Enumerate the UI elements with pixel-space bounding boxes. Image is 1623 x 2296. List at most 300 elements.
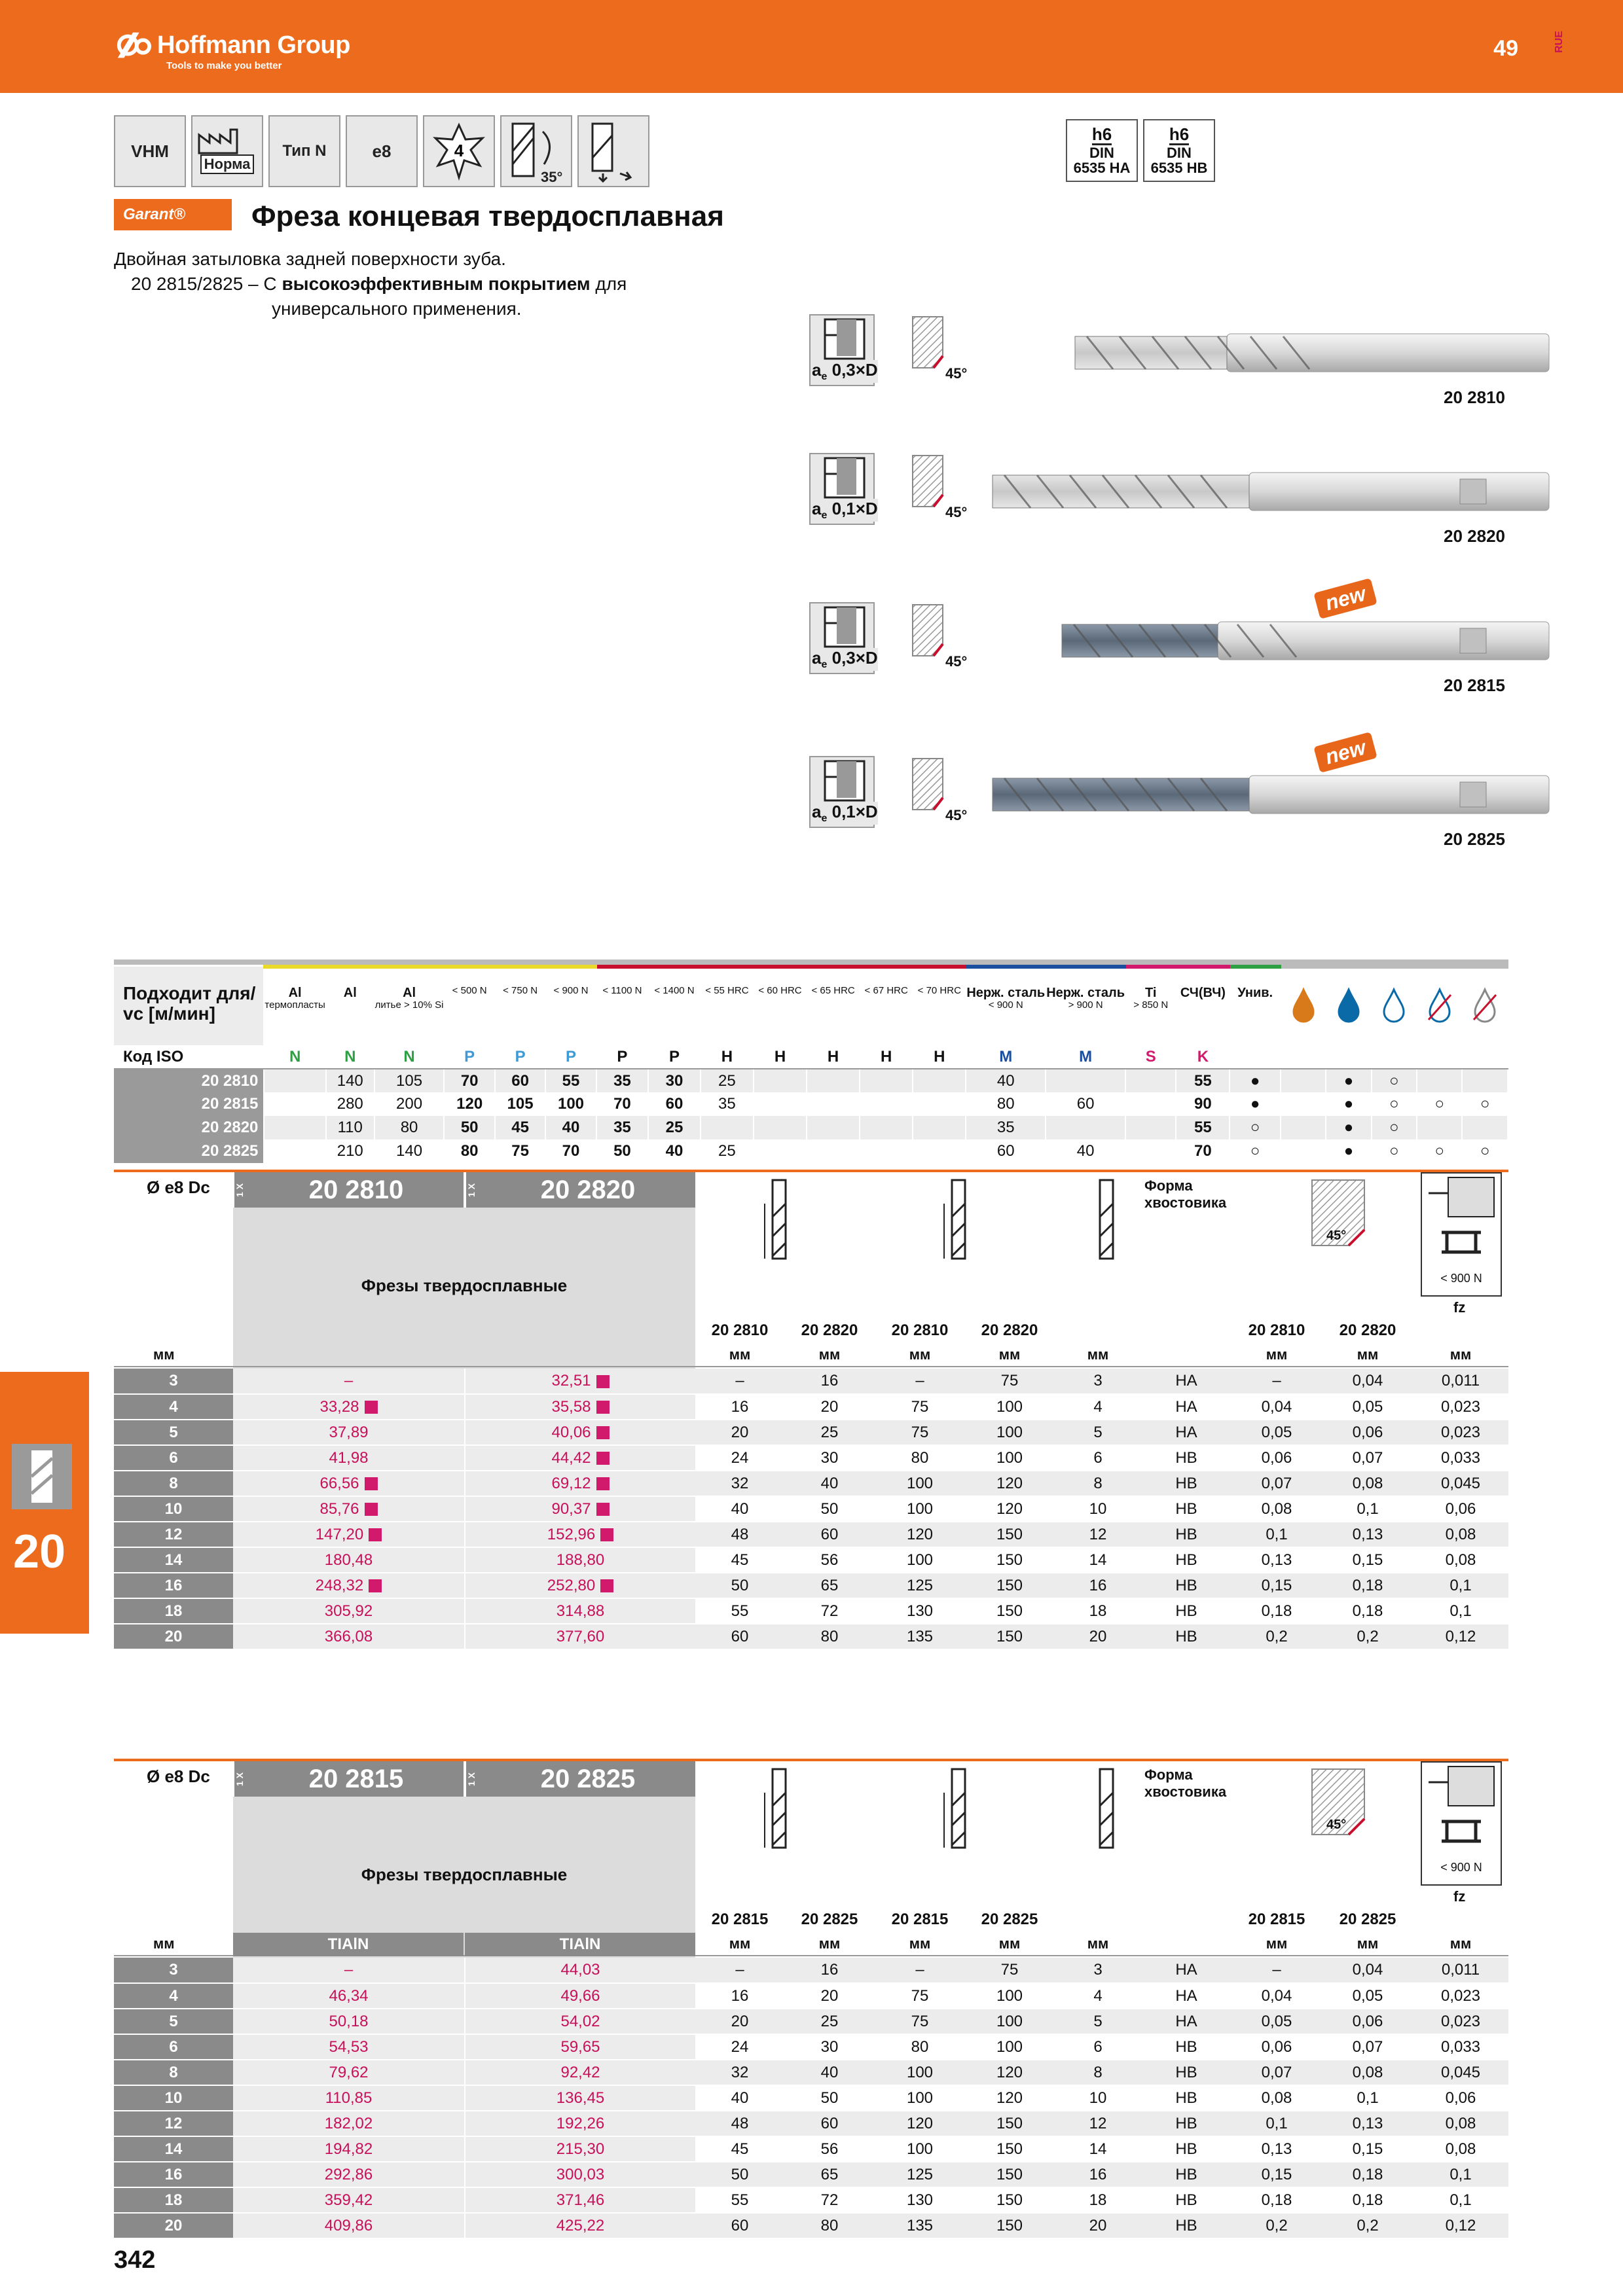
price-cell-b[interactable] [465, 1394, 695, 1420]
material-name: Al [288, 986, 302, 1000]
price-cell-a[interactable] [233, 1522, 465, 1547]
lb-cell: 120 [965, 1496, 1054, 1522]
ds-cell: 20 [1054, 1624, 1142, 1649]
price-value: 59,65 [560, 2037, 600, 2056]
form-cell: HB [1142, 2136, 1231, 2162]
coolant-suitability: ● [1326, 1139, 1371, 1163]
table1.col_symbols.1 [926, 1177, 991, 1289]
cutting-speed-value [860, 1139, 913, 1163]
bb-cell: 0,18 [1322, 1573, 1413, 1598]
material-column-header [326, 967, 374, 1045]
price-cell-a[interactable] [233, 2187, 465, 2213]
la-cell: 75 [875, 1394, 965, 1420]
price-cell-a[interactable] [233, 2136, 465, 2162]
bb-cell: 0,18 [1322, 2187, 1413, 2213]
diameter-cell: 4 [114, 1983, 233, 2009]
ae-sub: e [821, 371, 828, 383]
coolant-suitability [1281, 1139, 1326, 1163]
coolant-suitability [1281, 1069, 1326, 1092]
cutting-speed-value [1125, 1092, 1176, 1116]
ae-value: 0,3×D [831, 360, 878, 380]
iso-code: N [374, 1045, 445, 1069]
price-cell-b[interactable] [465, 2034, 695, 2060]
fz-cell: 0,08 [1413, 2111, 1508, 2136]
cutting-speed-value: 210 [326, 1139, 374, 1163]
emulsion-drop-icon [1332, 986, 1365, 1025]
unit-label: мм [1450, 1346, 1472, 1363]
l3b-cell: 72 [784, 2187, 875, 2213]
shank-diameter-icon [1087, 1767, 1126, 1878]
iso-label: Код ISO [114, 1045, 264, 1069]
price-cell-b[interactable] [465, 2187, 695, 2213]
chamfer-angle: 45° [1326, 1229, 1347, 1243]
coolant-suitability [1417, 1116, 1462, 1139]
diameter-cell: 3 [114, 1958, 233, 1983]
dimension-row[interactable] [114, 1471, 1508, 1496]
price-value: 305,92 [324, 1602, 373, 1620]
bb-cell: 0,06 [1322, 2009, 1413, 2034]
price-value: 44,42 [551, 1448, 591, 1467]
price-cell-a[interactable] [233, 1598, 465, 1624]
dimension-row[interactable] [114, 2060, 1508, 2085]
material-strength: > 900 N [1068, 999, 1103, 1011]
material-name: Унив. [1237, 986, 1273, 1000]
lb-cell: 150 [965, 2136, 1054, 2162]
material-row-code: 20 2815 [114, 1092, 264, 1116]
pictogram-standard [191, 115, 263, 187]
price-value: 425,22 [556, 2216, 605, 2234]
price-cell-b[interactable] [465, 1445, 695, 1471]
cutting-speed-value [807, 1092, 860, 1116]
form-cell: HB [1142, 1445, 1231, 1471]
form-cell: HB [1142, 2187, 1231, 2213]
dimension-rows [114, 1369, 1508, 1650]
fz-cell: 0,08 [1413, 1547, 1508, 1573]
ae-value: 0,1×D [831, 499, 878, 518]
l3b-cell: 16 [784, 1958, 875, 1983]
price-cell-b[interactable] [465, 2162, 695, 2187]
l3a-cell: – [695, 1958, 784, 1983]
l3b-cell: 60 [784, 2111, 875, 2136]
price-cell-a[interactable] [233, 1547, 465, 1573]
price-cell-a[interactable] [233, 2034, 465, 2060]
coolant-suitability: ○ [1372, 1092, 1417, 1116]
price-cell-a[interactable] [233, 2085, 465, 2111]
la-cell: 75 [875, 1983, 965, 2009]
form-cell: HB [1142, 1522, 1231, 1547]
price-cell-a[interactable] [233, 1369, 465, 1394]
price-cell-b[interactable] [465, 1958, 695, 1983]
price-cell-b[interactable] [465, 1983, 695, 2009]
cutting-speed-value [1046, 1116, 1125, 1139]
price-value: 136,45 [556, 2089, 605, 2107]
price-cell-b[interactable] [465, 1496, 695, 1522]
cutting-speed-value: 80 [444, 1139, 494, 1163]
price-cell-b[interactable] [465, 2213, 695, 2238]
lb-cell: 150 [965, 1547, 1054, 1573]
dimension-row[interactable] [114, 1522, 1508, 1547]
material-row[interactable] [114, 1069, 1508, 1092]
ds-cell: 3 [1054, 1369, 1142, 1394]
la-cell: 125 [875, 1573, 965, 1598]
price-value: 46,34 [329, 1986, 369, 2005]
price-cell-b[interactable] [465, 2060, 695, 2085]
page-number: 342 [114, 2246, 156, 2274]
shank-form: 6535 HB [1150, 160, 1208, 177]
lb-cell: 120 [965, 1471, 1054, 1496]
dimension-row[interactable] [114, 1394, 1508, 1420]
l3b-cell: 56 [784, 2136, 875, 2162]
price-cell-a[interactable] [233, 2213, 465, 2238]
cutting-speed-value [913, 1139, 966, 1163]
cutting-speed-value: 25 [648, 1116, 701, 1139]
cutting-speed-value: 140 [326, 1069, 374, 1092]
form-cell: HA [1142, 1369, 1231, 1394]
material-column-header [648, 967, 701, 1045]
cutting-speed-value: ○ [1230, 1116, 1281, 1139]
ds-cell: 18 [1054, 1598, 1142, 1624]
cutting-speed-value: 40 [545, 1116, 596, 1139]
dimension-row[interactable] [114, 2213, 1508, 2238]
price-cell-b[interactable] [465, 1471, 695, 1496]
ds-cell: 16 [1054, 1573, 1142, 1598]
variant-code: 20 2810 [1444, 387, 1505, 407]
price-value: 359,42 [324, 2191, 373, 2209]
price-cell-a[interactable] [233, 1983, 465, 2009]
material-strength: < 750 N [503, 985, 538, 996]
price-cell-a[interactable] [233, 2111, 465, 2136]
bb-cell: 0,05 [1322, 1983, 1413, 2009]
materials-header-row [114, 967, 1508, 1045]
fz-label: fz [1453, 1299, 1466, 1316]
material-column-header [1230, 967, 1281, 1045]
l3a-cell: 48 [695, 2111, 784, 2136]
desc-codes: 20 2815/2825 – [131, 274, 259, 294]
material-strength: < 60 HRC [758, 985, 802, 996]
price-cell-b[interactable] [465, 2085, 695, 2111]
price-value: 50,18 [329, 2012, 369, 2030]
cutting-speed-value: 40 [648, 1139, 701, 1163]
ba-cell: 0,08 [1231, 2085, 1322, 2111]
price-value: – [344, 1961, 354, 1979]
dimension-row[interactable] [114, 1420, 1508, 1445]
product-code: 20 2810 [308, 1175, 404, 1204]
price-value: 371,46 [556, 2191, 605, 2209]
ba-cell: 0,13 [1231, 2136, 1322, 2162]
materials-header-label [114, 967, 264, 1045]
dimension-row[interactable] [114, 2136, 1508, 2162]
material-row[interactable] [114, 1139, 1508, 1163]
iso-code: K [1176, 1045, 1230, 1069]
product-group-label: Фрезы твердосплавные [361, 1276, 568, 1295]
unit-label: мм [1357, 1935, 1379, 1952]
price-cell-a[interactable] [233, 1573, 465, 1598]
form-cell: HB [1142, 2060, 1231, 2085]
iso-code: M [966, 1045, 1046, 1069]
cutting-speed-value: 35 [701, 1092, 754, 1116]
price-cell-a[interactable] [233, 2162, 465, 2187]
table2.col_symbols.1 [926, 1767, 991, 1878]
price-value: 180,48 [324, 1551, 373, 1569]
l3a-cell: 55 [695, 2187, 784, 2213]
price-cell-a[interactable] [233, 1420, 465, 1445]
lb-cell: 120 [965, 2060, 1054, 2085]
diameter-cell: 16 [114, 1573, 233, 1598]
dimension-row[interactable] [114, 2034, 1508, 2060]
material-name: СЧ(ВЧ) [1180, 986, 1226, 1000]
chapter-tab[interactable] [0, 1372, 89, 1634]
iso-code: N [326, 1045, 374, 1069]
l3a-cell: 60 [695, 1624, 784, 1649]
end-mill-image [1061, 619, 1552, 662]
dimension-row[interactable] [114, 2162, 1508, 2187]
material-column-header [495, 967, 545, 1045]
material-column-header [444, 967, 494, 1045]
coolant-suitability: ● [1326, 1116, 1371, 1139]
material-strength: < 500 N [452, 985, 487, 996]
l3a-cell: 32 [695, 2060, 784, 2085]
price-value: 35,58 [551, 1397, 591, 1416]
price-cell-b[interactable] [465, 1547, 695, 1573]
price-cell-a[interactable] [233, 1958, 465, 1983]
l3a-cell: – [695, 1369, 784, 1394]
price-cell-a[interactable] [233, 1471, 465, 1496]
factory-icon [198, 128, 257, 154]
fz-cell: 0,08 [1413, 1522, 1508, 1547]
pictogram-chip-flow [577, 115, 649, 187]
brand-logo[interactable] [114, 22, 350, 71]
coolant-suitability: ○ [1417, 1139, 1462, 1163]
pictogram-teeth [423, 115, 495, 187]
price-cell-b[interactable] [465, 1369, 695, 1394]
new-badge: new [1313, 578, 1377, 619]
variant-code: 20 2825 [1444, 829, 1505, 849]
lb-cell: 150 [965, 1624, 1054, 1649]
la-cell: 100 [875, 2136, 965, 2162]
iso-spacer [1417, 1045, 1462, 1069]
diameter-cell: 6 [114, 2034, 233, 2060]
cutting-speed-value: 70 [545, 1139, 596, 1163]
fz-cell: 0,011 [1413, 1958, 1508, 1983]
price-cell-b[interactable] [465, 1624, 695, 1649]
dimension-row[interactable] [114, 1598, 1508, 1624]
iso-spacer [1326, 1045, 1371, 1069]
l3b-cell: 60 [784, 1522, 875, 1547]
l3b-cell: 40 [784, 2060, 875, 2085]
lb-cell: 100 [965, 2009, 1054, 2034]
dimension-row[interactable] [114, 1983, 1508, 2009]
material-strength: < 65 HRC [811, 985, 855, 996]
teeth-count: 4 [454, 141, 464, 160]
column-code-label: 20 2815 [891, 1910, 949, 1928]
price-value: 37,89 [329, 1423, 369, 1441]
price-cell-a[interactable] [233, 1445, 465, 1471]
cutting-speed-value [754, 1116, 807, 1139]
la-cell: 125 [875, 2162, 965, 2187]
iso-code: P [444, 1045, 494, 1069]
column-code-label: 20 2820 [801, 1321, 858, 1339]
material-column-header [264, 967, 325, 1045]
dimension-row[interactable] [114, 1445, 1508, 1471]
coating-label: TIAlN [465, 1933, 695, 1956]
price-cell-a[interactable] [233, 1496, 465, 1522]
la-cell: 75 [875, 1420, 965, 1445]
l3b-cell: 80 [784, 1624, 875, 1649]
cutting-speed-value [913, 1092, 966, 1116]
material-strength: термопласты [264, 999, 325, 1011]
coolant-suitability [1281, 1116, 1326, 1139]
material-row[interactable] [114, 1092, 1508, 1116]
stock-marker-icon [365, 1401, 378, 1414]
shank-badge-ha [1066, 119, 1138, 182]
shank-diameter-icon [1087, 1177, 1126, 1289]
unit-label: мм [1450, 1935, 1472, 1952]
product-code-header [233, 1172, 464, 1208]
cutting-speed-value: 55 [1176, 1069, 1230, 1092]
ds-cell: 16 [1054, 2162, 1142, 2187]
dimension-row[interactable] [114, 2187, 1508, 2213]
shank-standard: DIN [1089, 145, 1114, 162]
l3b-cell: 25 [784, 2009, 875, 2034]
stock-marker-icon [596, 1375, 610, 1388]
coolant-suitability [1462, 1069, 1508, 1092]
cutting-speed-value: 70 [444, 1069, 494, 1092]
dimension-row[interactable] [114, 1573, 1508, 1598]
price-cell-b[interactable] [465, 1522, 695, 1547]
helix-angle-value: 35° [541, 169, 563, 185]
cutting-speed-value: 80 [966, 1092, 1046, 1116]
unit-label: мм [729, 1346, 751, 1363]
price-cell-b[interactable] [465, 1420, 695, 1445]
stock-marker-icon [365, 1477, 378, 1490]
coolant-column-header [1281, 967, 1326, 1045]
cutting-speed-value: 140 [374, 1139, 445, 1163]
coolant-suitability: ● [1326, 1092, 1371, 1116]
cutting-speed-value: 35 [966, 1116, 1046, 1139]
cutting-speed-value [1046, 1069, 1125, 1092]
form-cell: HB [1142, 1573, 1231, 1598]
price-cell-b[interactable] [465, 2136, 695, 2162]
price-value: 409,86 [324, 2216, 373, 2234]
cutting-speed-value [754, 1069, 807, 1092]
price-cell-a[interactable] [233, 1394, 465, 1420]
la-cell: 130 [875, 2187, 965, 2213]
material-row[interactable] [114, 1116, 1508, 1139]
lb-cell: 150 [965, 2187, 1054, 2213]
chamfer-icon [1299, 1177, 1377, 1263]
stock-marker-icon [365, 1503, 378, 1516]
diameter-cell: 12 [114, 2111, 233, 2136]
form-cell: HB [1142, 1547, 1231, 1573]
diameter-cell: 8 [114, 2060, 233, 2085]
price-cell-a[interactable] [233, 1624, 465, 1649]
unit-label: мм [909, 1935, 931, 1952]
end-mill-image [1074, 331, 1552, 374]
l3a-cell: 40 [695, 2085, 784, 2111]
dimension-row[interactable] [114, 1958, 1508, 1983]
ae-symbol: a [812, 802, 822, 821]
product-code-header [465, 1172, 695, 1208]
hoffmann-logo-icon [114, 26, 152, 64]
price-value: 194,82 [324, 2140, 373, 2158]
fz-cell: 0,011 [1413, 1369, 1508, 1394]
fz-material-label: < 900 N [1440, 1272, 1482, 1285]
cutting-speed-value [264, 1092, 325, 1116]
cutting-speed-value: 25 [701, 1069, 754, 1092]
garant-badge: Garant® [114, 199, 232, 230]
bb-cell: 0,13 [1322, 1522, 1413, 1547]
price-cell-a[interactable] [233, 2009, 465, 2034]
cutting-speed-value: 70 [1176, 1139, 1230, 1163]
cutting-speed-value: 25 [701, 1139, 754, 1163]
diameter-cell: 18 [114, 1598, 233, 1624]
material-name: Нерж. сталь [1046, 986, 1125, 1000]
dimension-row[interactable] [114, 1496, 1508, 1522]
ds-cell: 14 [1054, 2136, 1142, 2162]
dimension-row[interactable] [114, 1547, 1508, 1573]
price-cell-a[interactable] [233, 2060, 465, 2085]
price-cell-b[interactable] [465, 1598, 695, 1624]
fz-cell: 0,033 [1413, 2034, 1508, 2060]
price-cell-b[interactable] [465, 1573, 695, 1598]
dimension-row[interactable] [114, 1369, 1508, 1394]
price-value: 92,42 [560, 2063, 600, 2081]
ae-sub: e [821, 510, 828, 522]
form-cell: HA [1142, 2009, 1231, 2034]
cutting-speed-value: 60 [648, 1092, 701, 1116]
pictogram-tolerance [346, 115, 418, 187]
diameter-cell: 20 [114, 1624, 233, 1649]
dimension-row[interactable] [114, 2009, 1508, 2034]
brand-tagline: Tools to make you better [166, 60, 282, 71]
cutting-speed-value: 70 [596, 1092, 648, 1116]
dimension-row[interactable] [114, 2085, 1508, 2111]
oil-drop-icon [1287, 986, 1320, 1025]
bb-cell: 0,1 [1322, 1496, 1413, 1522]
desc-suffix: для [595, 274, 627, 294]
la-cell: 80 [875, 2034, 965, 2060]
price-value: 90,37 [551, 1499, 591, 1518]
stock-marker-icon [369, 1579, 382, 1592]
product-code: 20 2815 [308, 1764, 404, 1793]
iso-code: H [754, 1045, 807, 1069]
la-cell: 80 [875, 1445, 965, 1471]
table-head [114, 1172, 1508, 1369]
iso-code [1230, 1045, 1281, 1069]
price-value: 147,20 [315, 1525, 364, 1543]
l3a-cell: 16 [695, 1983, 784, 2009]
qty-label: 1 X [465, 1761, 481, 1797]
ae-sub: e [821, 659, 828, 671]
iso-code: N [264, 1045, 325, 1069]
ds-cell: 4 [1054, 1983, 1142, 2009]
cutting-speed-value: 75 [495, 1139, 545, 1163]
price-cell-b[interactable] [465, 2111, 695, 2136]
l3b-cell: 30 [784, 1445, 875, 1471]
l3b-cell: 72 [784, 1598, 875, 1624]
l3a-cell: 45 [695, 1547, 784, 1573]
column-code-label: 20 2810 [891, 1321, 949, 1339]
l3b-cell: 65 [784, 1573, 875, 1598]
la-cell: 135 [875, 2213, 965, 2238]
dimension-row[interactable] [114, 1624, 1508, 1649]
diameter-cell: 8 [114, 1471, 233, 1496]
l3a-cell: 24 [695, 2034, 784, 2060]
pictogram-helix [500, 115, 572, 187]
dimension-row[interactable] [114, 2111, 1508, 2136]
qty-label: 1 X [465, 1172, 481, 1208]
price-cell-b[interactable] [465, 2009, 695, 2034]
